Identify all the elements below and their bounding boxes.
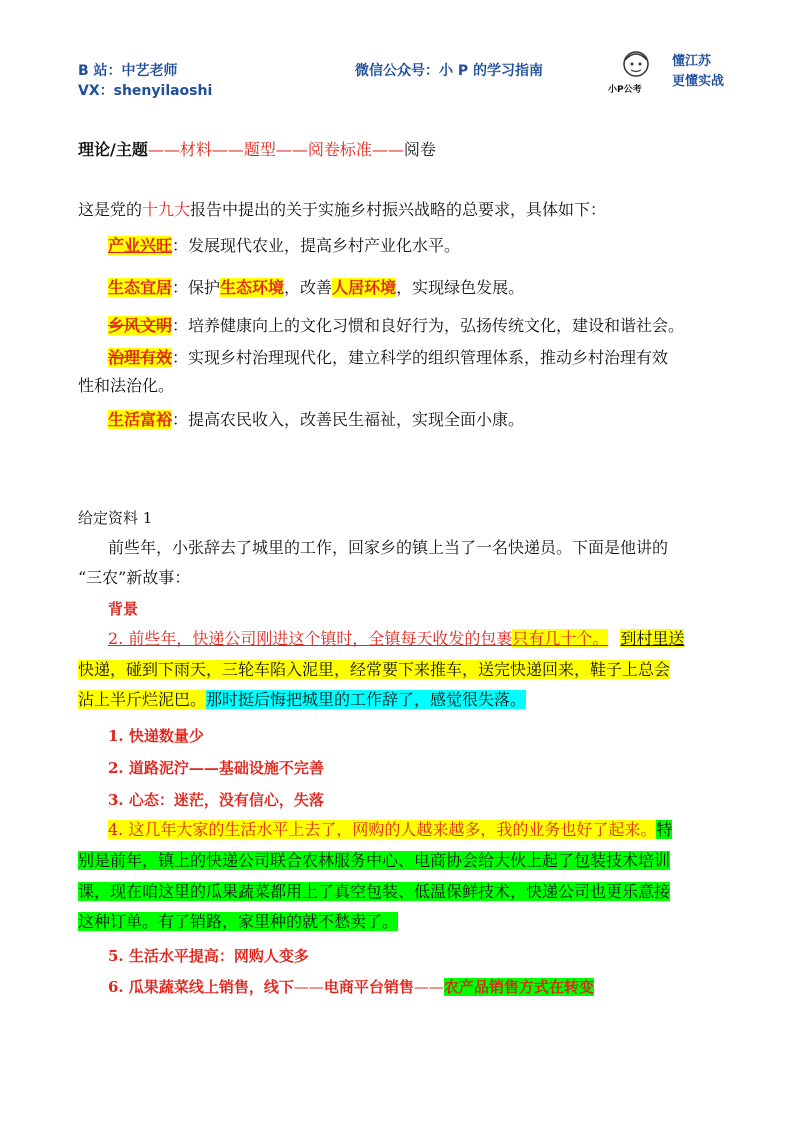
req-ecology	[108, 278, 524, 298]
process-step-standard: 阅卷标准	[307, 140, 372, 159]
process-step-type: 题型	[243, 140, 276, 159]
intro-sentence	[78, 200, 606, 220]
p2-highlight: 只有几十个。	[512, 629, 609, 648]
req-wealth	[108, 410, 524, 430]
p2-highlight: 到村里送	[620, 629, 685, 648]
material-p1-line1: 前些年，小张辞去了城里的工作，回家乡的镇上当了一名快递员。下面是他讲的	[108, 538, 669, 557]
p4-highlight-green: 别是前年，镇上的快递公司联合农林服务中心、电商协会给大伙上起了包装技术培训	[78, 851, 671, 870]
process-chain	[78, 137, 436, 160]
req-term: 生态宜居	[108, 278, 173, 297]
req-keyword: 生态环境	[220, 278, 285, 297]
point6-text: 6. 瓜果蔬菜线上销售，线下	[108, 978, 294, 996]
material-p4-line1	[108, 820, 672, 840]
p4-highlight-green: 特	[656, 820, 673, 839]
material-p4-line4	[78, 912, 398, 932]
material-p4-line3	[78, 882, 670, 902]
req-governance	[108, 348, 668, 368]
process-step-review: 阅卷	[403, 140, 436, 159]
p2-highlight: 快递，碰到下雨天，三轮车陷入泥里，经常要下来推车，送完快递回来，鞋子上总会	[78, 660, 671, 679]
req-governance-cont: 性和法治化。	[78, 376, 175, 395]
analysis-point-1: 1. 快递数量少	[108, 727, 204, 745]
p2-text: 2. 前些年，快递公司刚进这个镇时，全镇每天收发的包裹	[108, 629, 513, 648]
material-title: 给定资料 1	[78, 509, 153, 527]
material-p4-line2	[78, 851, 670, 871]
process-step-material: 材料	[179, 140, 212, 159]
analysis-point-2: 2. 道路泥泞——基础设施不完善	[108, 759, 324, 777]
req-term: 治理有效	[108, 348, 173, 367]
material-p2-line3	[78, 690, 526, 710]
point6-highlight-green: 农产品销售方式在转变	[443, 978, 594, 996]
process-dash: ——	[371, 140, 404, 159]
header-bilibili: B 站：中艺老师	[78, 63, 178, 79]
req-term: 产业兴旺	[108, 236, 173, 255]
p4-highlight: 4. 这几年大家的生活水平上去了，网购的人越来越多，我的业务也好了起来。	[108, 820, 657, 839]
analysis-point-6	[108, 977, 594, 997]
intro-keyword: 十九大	[142, 200, 191, 219]
req-civility	[108, 316, 684, 336]
intro-pre: 这是党的	[78, 200, 143, 219]
section-label-background: 背景	[108, 600, 139, 618]
process-dash: ——	[211, 140, 244, 159]
analysis-point-3: 3. 心态：迷茫，没有信心，失落	[108, 791, 324, 809]
material-p2-line2	[78, 660, 670, 680]
req-text: ：提高农民收入，改善民生福祉，实现全面小康。	[172, 410, 525, 429]
p4-highlight-green: 课，现在咱这里的瓜果蔬菜都用上了真空包装、低温保鲜技术，快递公司也更乐意接	[78, 882, 671, 901]
p2-highlight-cyan: 那时挺后悔把城里的工作辞了，感觉很失落。	[206, 690, 527, 709]
req-text: ，改善	[284, 278, 333, 297]
material-p1-line2: “三农”新故事：	[78, 568, 191, 587]
logo-left-text: 小P公考	[608, 85, 642, 95]
req-term: 生活富裕	[108, 410, 173, 429]
p2-highlight: 沾上半斤烂泥巴。	[78, 690, 207, 709]
req-text: ，实现绿色发展。	[396, 278, 525, 297]
point6-text: 电商平台销售	[323, 978, 414, 996]
req-prosperity	[108, 236, 460, 256]
point6-dash: ——	[413, 978, 444, 996]
logo-right-text	[672, 52, 724, 92]
req-term: 乡风文明	[108, 316, 173, 335]
point6-dash: ——	[293, 978, 324, 996]
analysis-point-5: 5. 生活水平提高：网购人变多	[108, 947, 309, 965]
intro-post: 报告中提出的关于实施乡村振兴战略的总要求，具体如下：	[190, 200, 607, 219]
req-text: ：培养健康向上的文化习惯和良好行为，弘扬传统文化，建设和谐社会。	[172, 316, 685, 335]
logo-face-icon	[616, 48, 656, 82]
req-text: ：保护	[172, 278, 221, 297]
process-dash: ——	[275, 140, 308, 159]
req-text: ：发展现代农业，提高乡村产业化水平。	[172, 236, 461, 255]
logo-slogan-line2: 更懂实战	[672, 74, 725, 89]
p4-highlight-green: 这种订单。有了销路，家里种的就不愁卖了。	[78, 912, 399, 931]
logo-slogan-line1: 懂江苏	[672, 54, 712, 69]
header-vx: VX：shenyilaoshi	[78, 83, 213, 99]
req-text: ：实现乡村治理现代化，建立科学的组织管理体系，推动乡村治理有效	[172, 348, 669, 367]
req-keyword: 人居环境	[332, 278, 397, 297]
material-p2-line1	[108, 629, 684, 649]
brand-logo	[600, 48, 750, 96]
header-wechat: 微信公众号：小 P 的学习指南	[355, 63, 544, 79]
process-dash: ——	[147, 140, 180, 159]
process-step-theory: 理论/主题	[78, 140, 148, 159]
